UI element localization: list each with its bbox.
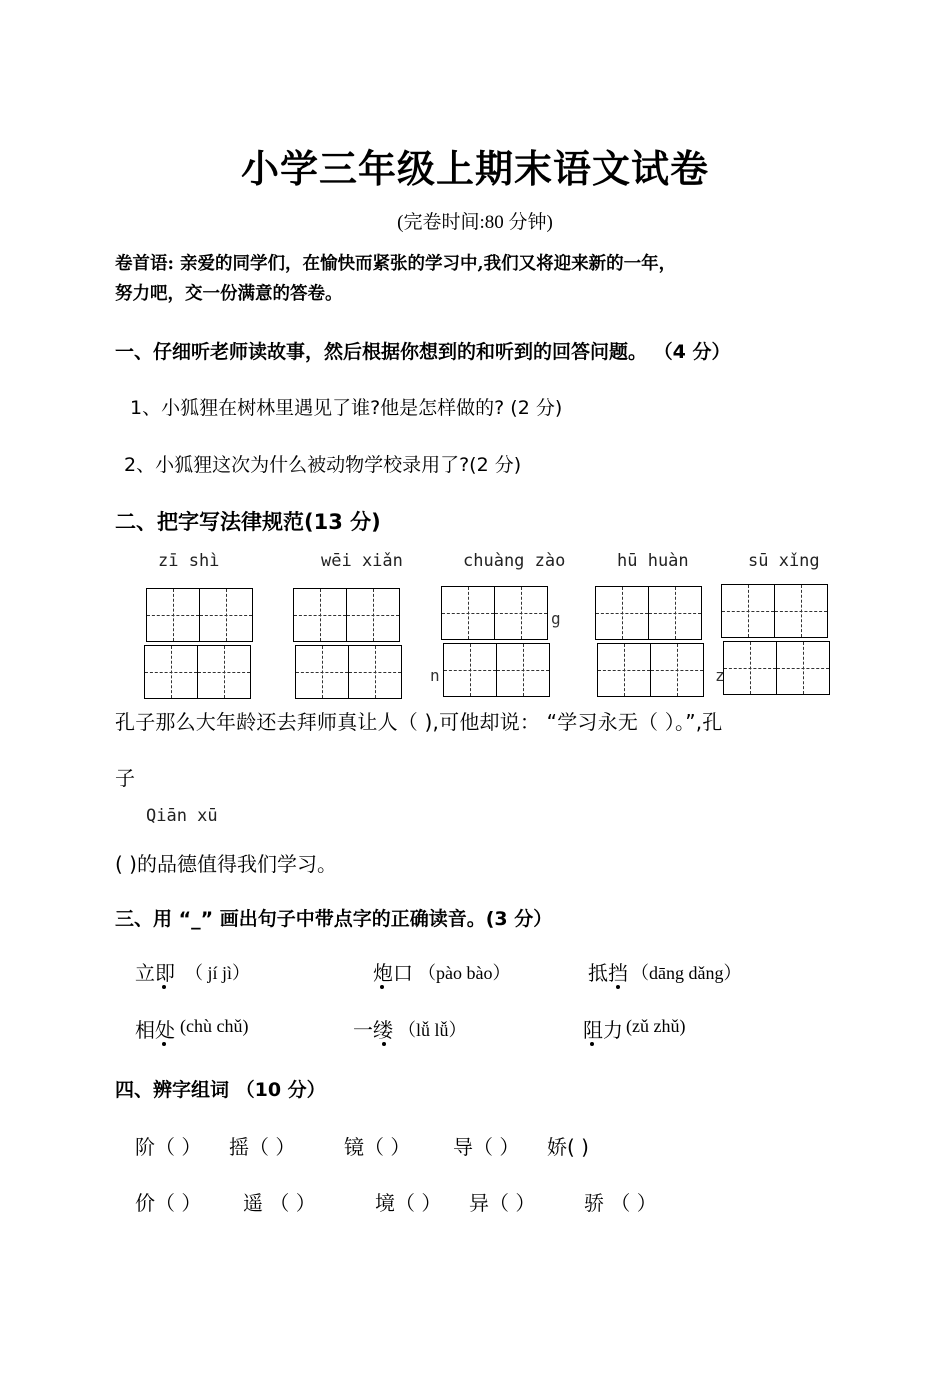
pinyin-suxing: sū xǐng: [748, 551, 820, 571]
section-2-heading: 二、把字写法律规范(13 分): [115, 510, 381, 534]
section-1-heading: 一、仔细听老师读故事，然后根据你想到的和听到的回答问题。 （4 分）: [115, 341, 731, 363]
options-paokou: （pào bào）: [418, 963, 511, 983]
options-didang: （dāng dǎng）: [631, 963, 742, 983]
pinyin-huhuan: hū huàn: [617, 551, 689, 571]
exam-duration: (完卷时间:80 分钟): [397, 212, 553, 233]
emphasis-dot: [616, 985, 620, 989]
sentence-line-2: 子: [115, 766, 135, 790]
pinyin-qianxu: Qiān xū: [146, 806, 218, 826]
word-group-item: 阶（ ）: [135, 1135, 202, 1159]
options-yilv: （lǚ lǚ）: [398, 1020, 467, 1040]
section-1-question-1: 1、小狐狸在树林里遇见了谁?他是怎样做的? (2 分): [130, 397, 563, 419]
word-group-item: 导（ ）: [453, 1135, 520, 1159]
writing-box-2b[interactable]: [295, 645, 402, 699]
word-group-item: 摇（ ）: [229, 1135, 296, 1159]
word-group-item: 价（ ）: [135, 1191, 202, 1215]
section-1-question-2: 2、小狐狸这次为什么被动物学校录用了?(2 分): [124, 454, 522, 476]
preface-line-2: 努力吧，交一份满意的答卷。: [115, 284, 343, 304]
word-group-item: 境（ ）: [375, 1191, 442, 1215]
options-xiangchu: (chù chǔ): [180, 1016, 249, 1036]
writing-box-4a[interactable]: [595, 586, 702, 640]
word-group-item: 遥 （ ）: [243, 1191, 316, 1215]
sentence-line-1: 孔子那么大年龄还去拜师真让人（ ),可他却说： “学习永无（ ）。”,孔: [115, 710, 723, 734]
word-xiangchu: 相处: [135, 1018, 175, 1042]
section-4-heading: 四、辨字组词 （10 分）: [115, 1079, 326, 1101]
word-yilv: 一缕: [353, 1018, 393, 1042]
section-3-heading: 三、用 “_” 画出句子中带点字的正确读音。(3 分）: [115, 908, 553, 930]
writing-box-5b[interactable]: [723, 641, 830, 695]
emphasis-dot: [162, 985, 166, 989]
word-liji: 立即: [135, 961, 175, 985]
emphasis-dot: [380, 985, 384, 989]
writing-box-1a[interactable]: [146, 588, 253, 642]
sentence-line-3: ( )的品德值得我们学习。: [115, 852, 337, 876]
word-paokou: 炮口: [373, 961, 413, 985]
writing-box-2a[interactable]: [293, 588, 400, 642]
word-zuli: 阻力: [583, 1018, 623, 1042]
page-title: 小学三年级上期末语文试卷: [240, 147, 709, 191]
preface-line-1: 卷首语: 亲爱的同学们，在愉快而紧张的学习中,我们又将迎来新的一年，: [115, 254, 677, 274]
writing-box-1b[interactable]: [144, 645, 251, 699]
writing-box-3b[interactable]: [443, 643, 550, 697]
word-group-item: 镜（ ）: [344, 1135, 411, 1159]
emphasis-dot: [162, 1042, 166, 1046]
pinyin-weixian: wēi xiǎn: [321, 551, 403, 571]
writing-box-4b[interactable]: [597, 643, 704, 697]
writing-box-5a[interactable]: [721, 584, 828, 638]
word-group-item: 娇( ): [547, 1135, 589, 1159]
pinyin-zishi: zī shì: [158, 551, 220, 571]
stray-letter-g: g: [551, 609, 561, 628]
stray-letter-n: n: [430, 666, 440, 685]
options-zuli: (zǔ zhǔ): [626, 1016, 686, 1036]
writing-box-3a[interactable]: [441, 586, 548, 640]
word-group-item: 异（ ）: [469, 1191, 536, 1215]
stray-letter-z: z: [715, 666, 725, 685]
options-liji: （ jí jì）: [185, 963, 251, 983]
word-group-item: 骄 （ ）: [584, 1191, 657, 1215]
pinyin-chuangzao: chuàng zào: [463, 551, 566, 571]
emphasis-dot: [382, 1042, 386, 1046]
emphasis-dot: [590, 1042, 594, 1046]
word-didang: 抵挡: [588, 961, 628, 985]
